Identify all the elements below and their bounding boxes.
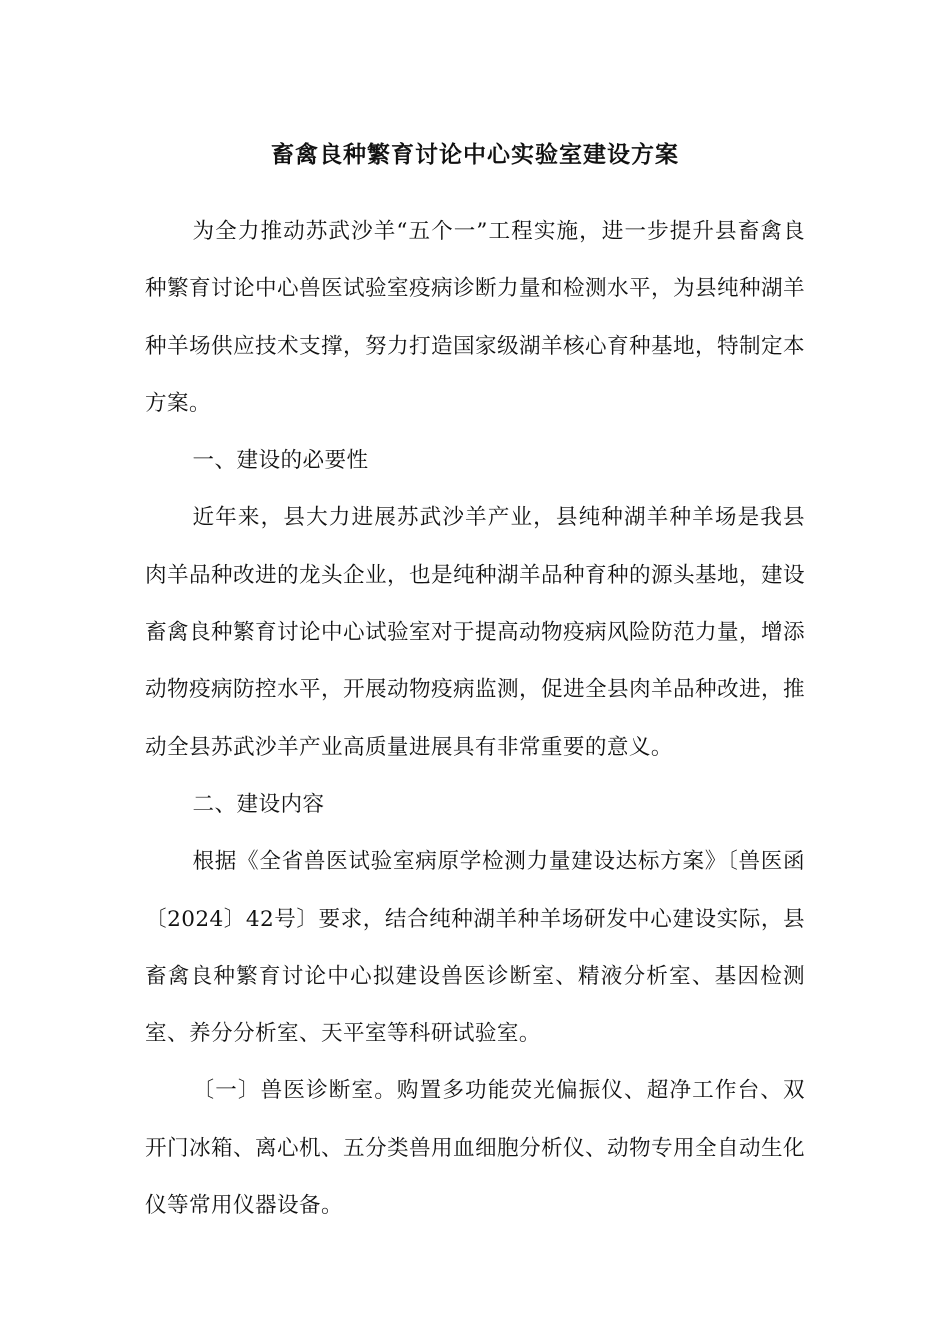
section-heading-necessity: 一、建设的必要性 bbox=[192, 448, 369, 474]
paragraph-necessity: 近年来，县大力进展苏武沙羊产业，县纯种湖羊种羊场是我县肉羊品种改进的龙头企业，也是纯种湖羊品种育种的源头基地，建设畜禽良种繁育讨论中心试验室对于提高动物疫病风险防范力量，增添动物疫病防控水平，开展动物疫病监测，促进全县肉羊品种改进，推动全县苏武沙羊产业高质量进展具有非常重要的意义。 bbox=[145, 505, 805, 760]
document-body bbox=[145, 203, 805, 1234]
document-title: 畜禽良种繁育讨论中心实验室建设方案 bbox=[271, 142, 679, 168]
paragraph-intro: 为全力推动苏武沙羊“五个一”工程实施，进一步提升县畜禽良种繁育讨论中心兽医试验室疫病诊断力量和检测水平，为县纯种湖羊种羊场供应技术支撑，努力打造国家级湖羊核心育种基地，特制定本方案。 bbox=[145, 219, 805, 416]
section-heading-content: 二、建设内容 bbox=[192, 791, 325, 817]
paragraph-content: 根据《全省兽医试验室病原学检测力量建设达标方案》〔兽医函〔2024〕42号〕要求，结合纯种湖羊种羊场研发中心建设实际，县畜禽良种繁育讨论中心拟建设兽医诊断室、精液分析室、基因检测室、养分分析室、天平室等科研试验室。 bbox=[145, 849, 805, 1047]
paragraph-vet-diagnosis-room: 〔一〕兽医诊断室。购置多功能荧光偏振仪、超净工作台、双开门冰箱、离心机、五分类兽用血细胞分析仪、动物专用全自动生化仪等常用仪器设备。 bbox=[145, 1078, 805, 1219]
